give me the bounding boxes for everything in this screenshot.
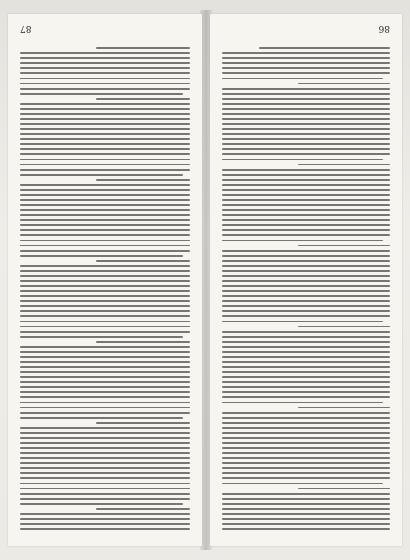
text-line	[20, 386, 190, 388]
text-line	[20, 78, 190, 80]
text-line	[222, 78, 383, 80]
text-line	[20, 224, 190, 226]
text-line	[20, 209, 190, 211]
text-line	[222, 184, 390, 186]
text-line	[222, 310, 390, 312]
text-line	[222, 219, 390, 221]
text-line	[20, 523, 190, 525]
text-line	[97, 508, 191, 510]
text-line	[20, 432, 190, 434]
text-line	[20, 437, 190, 439]
text-line	[222, 300, 390, 302]
text-line	[222, 356, 390, 358]
text-line	[222, 113, 390, 115]
text-line	[222, 503, 390, 505]
text-line	[20, 447, 190, 449]
text-line	[97, 422, 191, 424]
text-line	[20, 452, 190, 454]
text-line	[20, 295, 190, 297]
text-line	[222, 234, 390, 236]
text-line	[298, 488, 390, 490]
text-line	[20, 412, 190, 414]
text-line	[20, 67, 190, 69]
text-line	[222, 412, 390, 414]
text-line	[222, 179, 390, 181]
text-line	[298, 326, 390, 328]
text-line	[222, 138, 390, 140]
text-line	[222, 371, 390, 373]
text-line	[20, 376, 190, 378]
page-number-right: 87	[20, 23, 32, 33]
text-line	[222, 169, 390, 171]
page-number-left: 86	[378, 23, 390, 33]
text-line	[298, 83, 390, 85]
text-line	[222, 118, 390, 120]
text-line	[222, 260, 390, 262]
text-line	[20, 356, 190, 358]
text-line	[222, 305, 390, 307]
text-line	[222, 128, 390, 130]
text-line	[20, 467, 190, 469]
text-line	[222, 98, 390, 100]
text-line	[222, 240, 383, 242]
text-line	[222, 159, 383, 161]
text-line	[20, 164, 190, 166]
text-line	[97, 260, 191, 262]
text-line	[20, 133, 190, 135]
text-line	[20, 275, 190, 277]
text-line	[222, 315, 390, 317]
text-line	[20, 285, 190, 287]
text-line	[20, 528, 190, 530]
text-line	[20, 214, 190, 216]
text-line	[298, 245, 390, 247]
text-line	[20, 169, 190, 171]
text-line	[222, 148, 390, 150]
text-line	[20, 503, 183, 505]
text-line	[222, 422, 390, 424]
text-line	[97, 179, 191, 181]
text-line	[222, 290, 390, 292]
text-line	[222, 88, 390, 90]
text-line	[20, 417, 183, 419]
text-line	[20, 250, 190, 252]
text-line	[298, 164, 390, 166]
text-line	[222, 351, 390, 353]
text-line	[20, 518, 190, 520]
text-line	[222, 396, 390, 398]
text-line	[20, 361, 190, 363]
text-line	[222, 457, 390, 459]
text-line	[20, 477, 190, 479]
text-line	[20, 128, 190, 130]
text-line	[222, 437, 390, 439]
text-line	[20, 391, 190, 393]
text-line	[20, 290, 190, 292]
text-line	[222, 442, 390, 444]
text-line	[20, 321, 190, 323]
text-line	[222, 346, 390, 348]
text-line	[222, 341, 390, 343]
text-line	[222, 52, 390, 54]
text-line	[222, 133, 390, 135]
text-line	[222, 381, 390, 383]
text-line	[20, 498, 190, 500]
text-line	[20, 62, 190, 64]
text-line	[20, 427, 190, 429]
text-line	[20, 123, 190, 125]
text-line	[20, 351, 190, 353]
text-line	[222, 447, 390, 449]
text-line	[222, 472, 390, 474]
page-right-text-block	[20, 44, 190, 530]
text-line	[20, 472, 190, 474]
text-line	[20, 265, 190, 267]
text-line	[222, 331, 390, 333]
text-line	[20, 326, 190, 328]
page-left-text-block	[222, 44, 390, 530]
text-line	[222, 194, 390, 196]
text-line	[222, 493, 390, 495]
text-line	[20, 138, 190, 140]
text-line	[298, 407, 390, 409]
text-line	[97, 47, 191, 49]
text-line	[222, 402, 383, 404]
text-line	[20, 143, 190, 145]
text-line	[222, 477, 390, 479]
text-line	[20, 199, 190, 201]
text-line	[20, 57, 190, 59]
text-line	[222, 462, 390, 464]
text-line	[222, 386, 390, 388]
text-line	[20, 113, 190, 115]
text-line	[222, 498, 390, 500]
text-line	[20, 219, 190, 221]
text-line	[20, 462, 190, 464]
text-line	[20, 255, 183, 257]
text-line	[20, 174, 183, 176]
text-line	[222, 62, 390, 64]
text-line	[20, 153, 190, 155]
text-line	[20, 148, 190, 150]
text-line	[222, 108, 390, 110]
text-line	[20, 493, 190, 495]
text-line	[20, 305, 190, 307]
text-line	[222, 275, 390, 277]
text-line	[222, 361, 390, 363]
text-line	[222, 508, 390, 510]
text-line	[222, 452, 390, 454]
text-line	[222, 255, 390, 257]
page-right	[8, 14, 202, 546]
text-line	[20, 118, 190, 120]
text-line	[222, 209, 390, 211]
text-line	[97, 341, 191, 343]
text-line	[222, 366, 390, 368]
text-line	[222, 523, 390, 525]
text-line	[20, 88, 190, 90]
text-line	[97, 98, 191, 100]
text-line	[20, 83, 190, 85]
text-line	[222, 513, 390, 515]
text-line	[222, 265, 390, 267]
text-line	[20, 488, 190, 490]
text-line	[20, 346, 190, 348]
text-line	[222, 199, 390, 201]
text-line	[259, 47, 390, 49]
text-line	[20, 52, 190, 54]
text-line	[20, 331, 190, 333]
text-line	[222, 336, 390, 338]
text-line	[222, 189, 390, 191]
text-line	[20, 402, 190, 404]
text-line	[222, 483, 383, 485]
text-line	[222, 174, 390, 176]
text-line	[222, 432, 390, 434]
text-line	[20, 457, 190, 459]
text-line	[222, 153, 390, 155]
text-line	[20, 310, 190, 312]
text-line	[20, 442, 190, 444]
text-line	[222, 214, 390, 216]
text-line	[222, 67, 390, 69]
text-line	[222, 204, 390, 206]
text-line	[20, 396, 190, 398]
text-line	[20, 315, 190, 317]
text-line	[20, 189, 190, 191]
text-line	[222, 467, 390, 469]
text-line	[20, 240, 190, 242]
text-line	[222, 295, 390, 297]
text-line	[20, 93, 183, 95]
text-line	[20, 300, 190, 302]
text-line	[20, 245, 190, 247]
text-line	[222, 321, 383, 323]
text-line	[222, 224, 390, 226]
text-line	[222, 391, 390, 393]
text-line	[20, 72, 190, 74]
text-line	[20, 204, 190, 206]
text-line	[20, 184, 190, 186]
text-line	[20, 366, 190, 368]
text-line	[222, 229, 390, 231]
text-line	[20, 483, 190, 485]
text-line	[20, 103, 190, 105]
text-line	[20, 371, 190, 373]
text-line	[222, 270, 390, 272]
text-line	[222, 280, 390, 282]
text-line	[20, 270, 190, 272]
text-line	[20, 381, 190, 383]
text-line	[20, 159, 190, 161]
text-line	[222, 417, 390, 419]
text-line	[222, 103, 390, 105]
text-line	[222, 143, 390, 145]
text-line	[20, 194, 190, 196]
page-left	[210, 14, 402, 546]
text-line	[222, 57, 390, 59]
text-line	[20, 234, 190, 236]
text-line	[222, 285, 390, 287]
text-line	[222, 72, 390, 74]
text-line	[222, 376, 390, 378]
text-line	[20, 336, 183, 338]
text-line	[222, 518, 390, 520]
text-line	[20, 407, 190, 409]
text-line	[20, 280, 190, 282]
text-line	[222, 250, 390, 252]
text-line	[222, 93, 390, 95]
text-line	[222, 123, 390, 125]
text-line	[20, 108, 190, 110]
text-line	[20, 229, 190, 231]
text-line	[222, 427, 390, 429]
text-line	[222, 528, 390, 530]
text-line	[20, 513, 190, 515]
